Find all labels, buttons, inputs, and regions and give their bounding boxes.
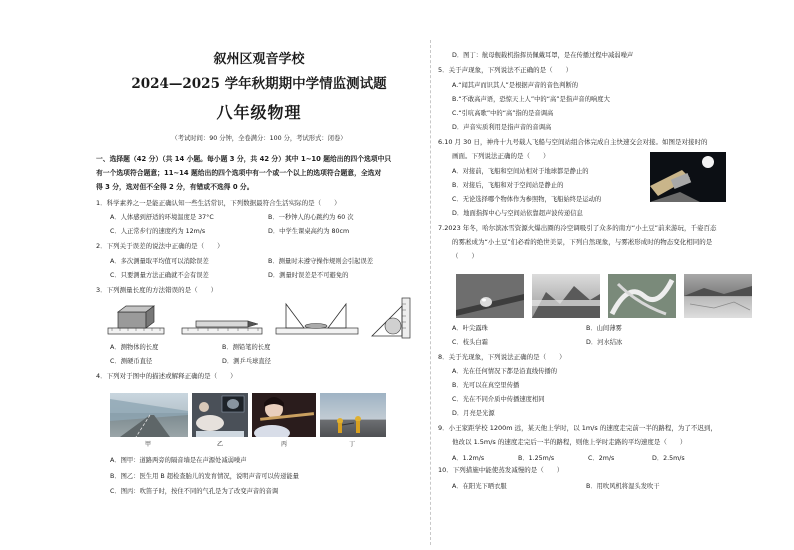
q8-option-d: D．月亮是光源 bbox=[452, 410, 495, 417]
leaf-dewdrop-photo bbox=[456, 274, 524, 318]
q4-option-a: A．图甲：道路两旁的隔音墙是在声源处减弱噪声 bbox=[110, 457, 247, 464]
flute-player-photo bbox=[252, 393, 316, 437]
exam-title: 2024—2025 学年秋期期中学情监测试题 bbox=[131, 76, 387, 92]
section-intro-line: 有一个选项符合题意；11~14 题给出的四个选项中有一个或一个以上的选项符合题意，全选对 bbox=[96, 169, 382, 177]
spacecraft-docking-photo bbox=[650, 152, 726, 202]
section-intro-line: 得 3 分，选对但不全得 2 分，有错或不选得 0 分。 bbox=[96, 183, 254, 191]
question-8-stem: 8．关于光现象，下列说法正确的是（ ） bbox=[438, 353, 566, 361]
figure-caption-jia: 甲 bbox=[144, 441, 151, 448]
right-column bbox=[438, 0, 784, 550]
q9-option-a: A．1.2m/s bbox=[452, 455, 485, 462]
figure-caption-yi: 乙 bbox=[216, 441, 223, 448]
q8-option-c: C．光在不同介质中传播速度相同 bbox=[452, 396, 545, 403]
question-9-stem: 他改以 1.5m/s 的速度走完后一半的路程，则他上学时走路的平均速度是（ ） bbox=[452, 438, 687, 446]
q5-option-c: C.“引吭高歌”中的“高”指的是音调高 bbox=[452, 110, 554, 117]
frozen-river-photo bbox=[684, 274, 752, 318]
q1-option-b: B．一秒钟人的心跳约为 60 次 bbox=[268, 214, 354, 221]
q5-option-a: A.“闻其声而识其人”是根据声音的音色判断的 bbox=[452, 82, 579, 89]
question-10-stem: 10．下列措施中能使蒸发减慢的是（ ） bbox=[438, 466, 564, 474]
q6-option-c: C．无论选择哪个物体作为参照物，飞船始终是运动的 bbox=[452, 196, 602, 203]
left-column bbox=[96, 0, 422, 550]
q7-option-a: A．叶尖露珠 bbox=[452, 325, 488, 332]
column-divider bbox=[430, 40, 431, 545]
q5-option-b: B.“不敢高声语，恐惊天上人”中的“高”是指声音的响度大 bbox=[452, 96, 610, 103]
q5-option-d: D．声音实质利用是指声音的音调高 bbox=[452, 124, 552, 131]
q4-option-d: D．图丁：航母舰载机指挥员佩戴耳罩，是在传播过程中减弱噪声 bbox=[452, 52, 634, 59]
q6-option-d: D．地面指挥中心与空间站依靠超声波传递信息 bbox=[452, 210, 583, 217]
q2-option-d: D．测量时误差是不可避免的 bbox=[268, 272, 349, 279]
figure-caption-ding: 丁 bbox=[348, 441, 355, 448]
q1-option-c: C．人正常步行的速度约为 12m/s bbox=[110, 228, 206, 235]
q6-option-b: B．对接后，飞船和对于空间站是静止的 bbox=[452, 182, 564, 189]
section-intro-line: 一、选择题（42 分）（共 14 小题。每小题 3 分，共 42 分）其中 1~10 题给出的四个选项中只 bbox=[96, 155, 392, 163]
school-name: 叙州区观音学校 bbox=[213, 52, 305, 67]
q8-option-b: B．光可以在真空里传播 bbox=[452, 382, 520, 389]
q9-option-b: B．1.25m/s bbox=[518, 455, 555, 462]
q1-option-d: D．中学生课桌高约为 80cm bbox=[268, 228, 350, 235]
ruler-measurement-figures bbox=[104, 296, 420, 340]
figure-caption-bing: 丙 bbox=[280, 441, 287, 448]
aircraft-carrier-deck-photo bbox=[320, 393, 386, 437]
mountain-fog-photo bbox=[532, 274, 600, 318]
question-4-stem: 4．下列对于图中的描述或解释正确的是（ ） bbox=[96, 372, 237, 380]
q4-option-b: B．图乙：医生用 B 超检查胎儿的发育情况，说明声音可以传递能量 bbox=[110, 473, 299, 480]
q8-option-a: A．光在任何情况下都是沿直线传播的 bbox=[452, 368, 558, 375]
q9-option-c: C．2m/s bbox=[588, 455, 615, 462]
question-7-stem: 的雾凇成为“小土豆”们必看的绝世美景，下列自然现象，与雾凇形成时的物态变化相同的是 bbox=[452, 238, 713, 246]
q7-option-c: C．枝头白霜 bbox=[452, 339, 488, 346]
ultrasound-photo bbox=[192, 393, 248, 437]
question-3-stem: 3．下列测量长度的方法错误的是（ ） bbox=[96, 286, 218, 294]
question-7-stem: 7.2023 年冬，哈尔滨冰雪资源火爆出圈的冷空调吸引了众多的南方“小土豆”前来游玩，千姿百态 bbox=[438, 224, 717, 232]
question-1-stem: 1．科学素养之一是能正确认知一些生活常识，下列数据最符合生活实际的是（ ） bbox=[96, 199, 341, 207]
question-6-stem: 6.10 月 30 日，神舟十九号载人飞船与空间站组合体完成自主快速交会对接。如图是对接时的 bbox=[438, 138, 708, 146]
q2-option-c: C．只要测量方法正确就不会有误差 bbox=[110, 272, 209, 279]
q1-option-a: A．人体感到舒适的环境温度是 37°C bbox=[110, 214, 214, 221]
question-5-stem: 5．关于声现象，下列说法不正确的是（ ） bbox=[438, 66, 573, 74]
q7-option-d: D．河水结冰 bbox=[586, 339, 623, 346]
question-7-stem: （ ） bbox=[452, 252, 478, 260]
q6-option-a: A．对接前，飞船和空间站相对于地球都是静止的 bbox=[452, 168, 589, 175]
highway-noise-barrier-photo bbox=[110, 393, 188, 437]
question-9-stem: 9．小王家距学校 1200m 远，某天他上学时，以 1m/s 的速度走完前一半的路程，为了不迟到， bbox=[438, 424, 717, 432]
q3-option-d: D．测乒乓球直径 bbox=[222, 358, 271, 365]
q3-option-b: B．测铅笔的长度 bbox=[222, 344, 271, 351]
q10-option-a: A．在阳光下晒衣服 bbox=[452, 483, 507, 490]
question-2-stem: 2．下列关于误差的说法中正确的是（ ） bbox=[96, 242, 224, 250]
exam-info: （考试时间：90 分钟，全卷满分：100 分，考试形式：闭卷） bbox=[171, 135, 347, 142]
q9-option-d: D．2.5m/s bbox=[652, 455, 685, 462]
frost-branch-photo bbox=[608, 274, 676, 318]
q10-option-b: B．用吹风机将湿头发吹干 bbox=[586, 483, 660, 490]
q3-option-c: C．测硬币直径 bbox=[110, 358, 153, 365]
q2-option-a: A．多次测量取平均值可以消除误差 bbox=[110, 258, 209, 265]
q2-option-b: B．测量时未遵守操作规则会引起误差 bbox=[268, 258, 374, 265]
q4-option-c: C．图丙：吹笛子时，按住不同的气孔是为了改变声音的音调 bbox=[110, 488, 279, 495]
q3-option-a: A．测物体的长度 bbox=[110, 344, 159, 351]
q7-option-b: B．山间薄雾 bbox=[586, 325, 622, 332]
subject-title: 八年级物理 bbox=[216, 103, 302, 122]
question-6-stem: 画面。下列说法正确的是（ ） bbox=[452, 152, 550, 160]
